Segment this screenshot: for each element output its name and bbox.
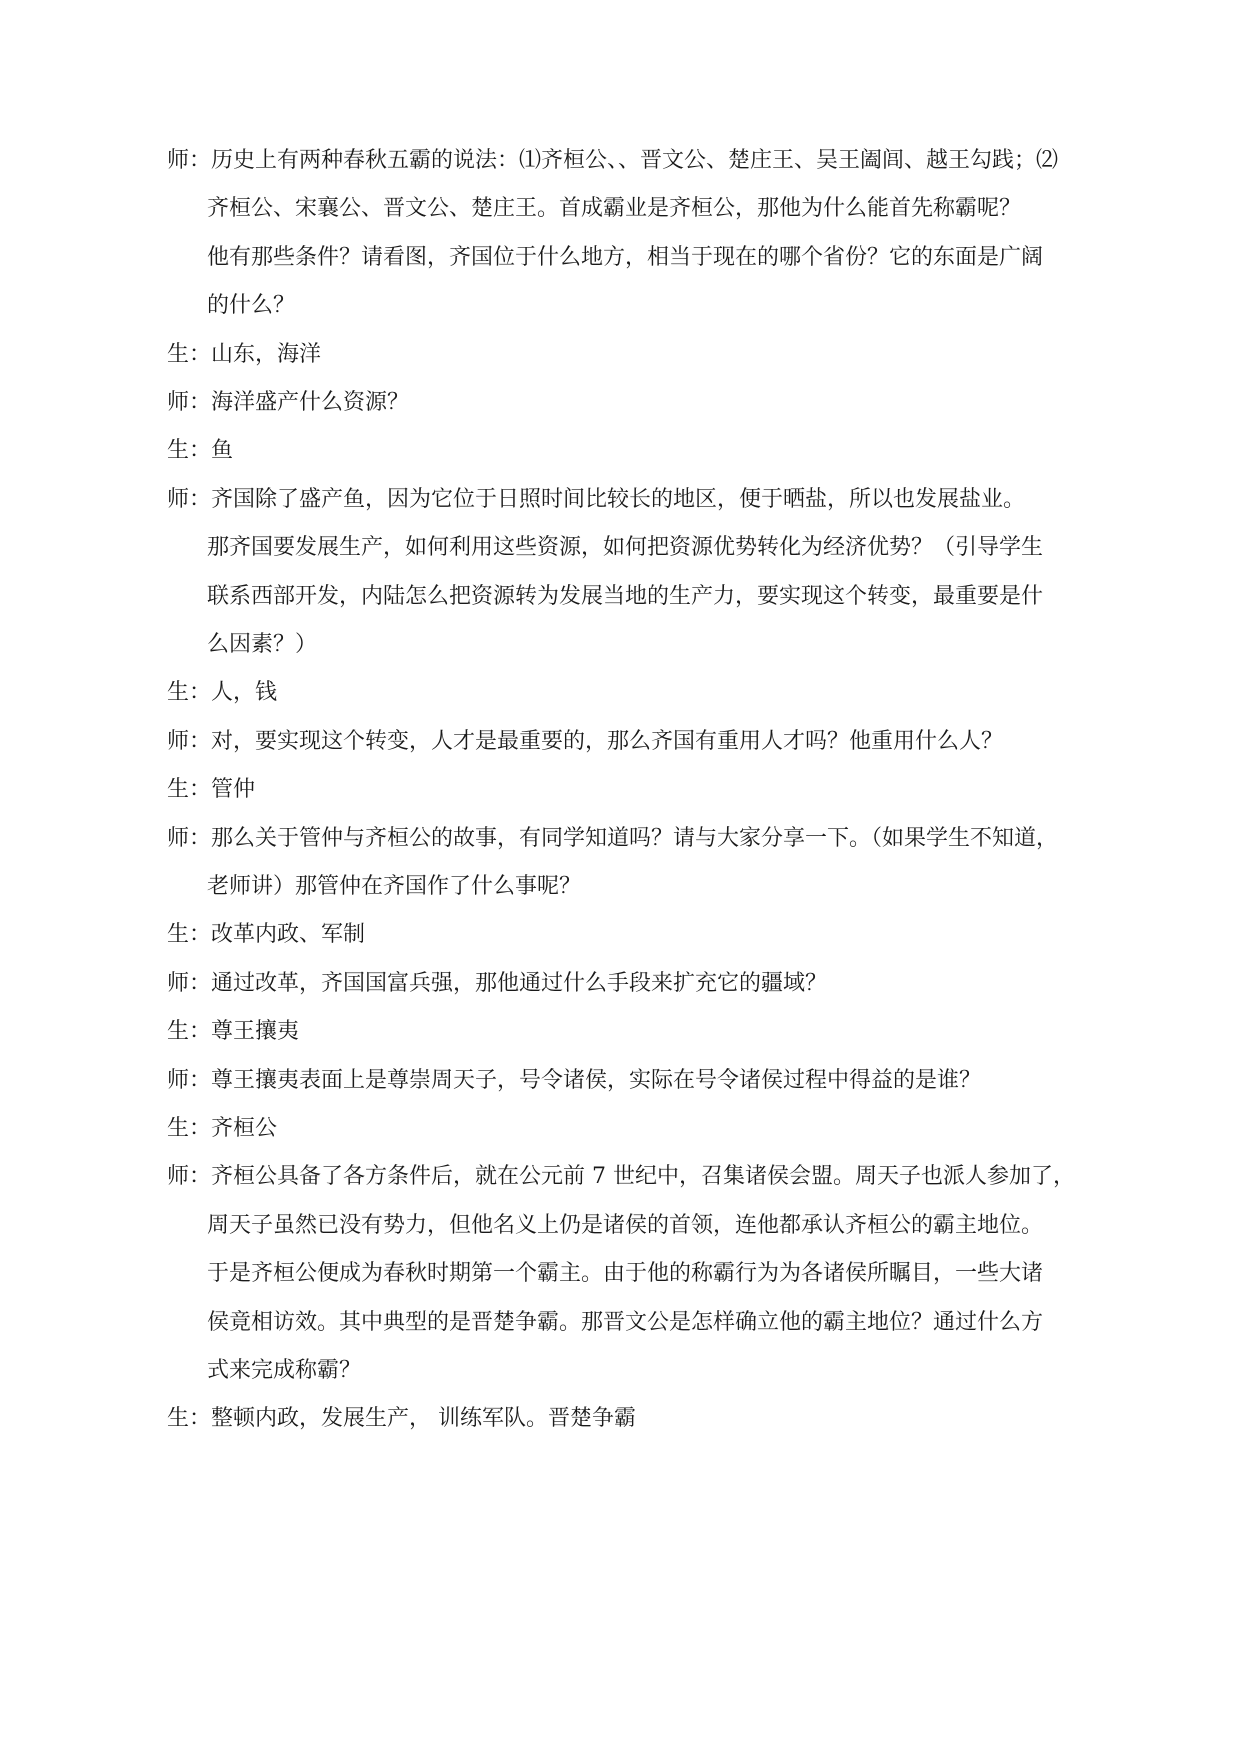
dialogue-continuation <box>207 1308 1043 1338</box>
dialogue-turn <box>167 1114 277 1144</box>
dialogue-text: 么因素？） <box>207 632 318 657</box>
dialogue-continuation <box>207 533 1043 563</box>
dialogue-continuation <box>207 1211 1043 1241</box>
dialogue-text: 整顿内政，发展生产， 训练军队。晋楚争霸 <box>211 1406 636 1432</box>
speaker-label: 生： <box>167 777 212 803</box>
speaker-label: 师： <box>167 1067 212 1093</box>
speaker-label: 师： <box>167 825 212 851</box>
dialogue-continuation <box>207 1356 361 1386</box>
dialogue-turn <box>167 775 255 805</box>
dialogue-turn <box>167 1066 981 1096</box>
dialogue-continuation <box>207 194 1021 224</box>
dialogue-turn <box>167 388 409 418</box>
dialogue-text: 尊王攘夷表面上是尊崇周天子，号令诸侯，实际在号令诸侯过程中得益的是谁？ <box>211 1067 982 1093</box>
dialogue-text: 齐桓公 <box>211 1116 278 1141</box>
dialogue-text: 海洋盛产什么资源？ <box>211 390 410 415</box>
dialogue-turn <box>167 678 277 708</box>
dialogue-text: 人，钱 <box>211 680 278 706</box>
dialogue-text: 通过改革，齐国国富兵强，那他通过什么手段来扩充它的疆域？ <box>211 970 828 996</box>
dialogue-text: 齐桓公、宋襄公、晋文公、楚庄王。首成霸业是齐桓公，那他为什么能首先称霸呢？ <box>207 196 1022 222</box>
dialogue-text: 老师讲）那管仲在齐国作了什么事呢？ <box>207 874 582 899</box>
dialogue-text: 于是齐桓公便成为春秋时期第一个霸主。由于他的称霸行为为各诸侯所瞩目，一些大诸 <box>207 1261 1044 1287</box>
dialogue-continuation <box>207 1259 1043 1289</box>
dialogue-text: 那么关于管仲与齐桓公的故事，有同学知道吗？请与大家分享一下。（如果学生不知道， <box>211 825 1059 851</box>
speaker-label: 生： <box>167 680 212 706</box>
dialogue-turn <box>167 920 365 950</box>
dialogue-text: 改革内政、军制 <box>211 922 366 948</box>
dialogue-turn <box>167 1162 1075 1192</box>
speaker-label: 生： <box>167 341 212 367</box>
dialogue-turn <box>167 727 1003 757</box>
speaker-label: 师： <box>167 728 212 754</box>
speaker-label: 生： <box>167 922 212 948</box>
dialogue-continuation <box>207 872 581 902</box>
dialogue-turn <box>167 146 1058 176</box>
speaker-label: 师： <box>167 486 212 512</box>
speaker-label: 师： <box>167 970 212 996</box>
dialogue-text: 的什么？ <box>207 293 296 319</box>
dialogue-turn <box>167 485 1025 515</box>
dialogue-turn <box>167 969 827 999</box>
dialogue-text: 山东，海洋 <box>211 341 322 367</box>
dialogue-continuation <box>207 291 295 321</box>
speaker-label: 生： <box>167 438 212 464</box>
speaker-label: 师： <box>167 1164 212 1190</box>
speaker-label: 生： <box>167 1406 212 1432</box>
dialogue-text: 侯竟相访效。其中典型的是晋楚争霸。那晋文公是怎样确立他的霸主地位？通过什么方 <box>207 1309 1044 1335</box>
dialogue-text: 对，要实现这个转变，人才是最重要的，那么齐国有重用人才吗？他重用什么人？ <box>211 728 1004 754</box>
dialogue-text: 齐国除了盛产鱼，因为它位于日照时间比较长的地区，便于晒盐，所以也发展盐业。 <box>211 486 1026 512</box>
dialogue-turn <box>167 436 233 466</box>
dialogue-turn <box>167 1017 299 1047</box>
dialogue-text: 鱼 <box>211 438 234 464</box>
dialogue-text: 历史上有两种春秋五霸的说法：⑴齐桓公、、晋文公、楚庄王、吴王阖闾、越王勾践；⑵ <box>211 148 1059 173</box>
dialogue-turn <box>167 1404 636 1434</box>
speaker-label: 生： <box>167 1116 212 1141</box>
dialogue-text: 联系西部开发，内陆怎么把资源转为发展当地的生产力，要实现这个转变，最重要是什 <box>207 583 1044 609</box>
dialogue-text: 管仲 <box>211 777 256 803</box>
speaker-label: 师： <box>167 148 212 173</box>
dialogue-text: 周天子虽然已没有势力，但他名义上仍是诸侯的首领，连他都承认齐桓公的霸主地位。 <box>207 1212 1044 1238</box>
dialogue-text: 他有那些条件？请看图，齐国位于什么地方，相当于现在的哪个省份？它的东面是广阔 <box>207 244 1044 270</box>
speaker-label: 生： <box>167 1019 212 1045</box>
dialogue-text: 式来完成称霸？ <box>207 1358 362 1383</box>
dialogue-text: 那齐国要发展生产，如何利用这些资源，如何把资源优势转化为经济优势？（引导学生 <box>207 535 1044 561</box>
dialogue-continuation <box>207 582 1043 612</box>
dialogue-continuation <box>207 630 317 660</box>
dialogue-text: 尊王攘夷 <box>211 1019 300 1045</box>
dialogue-turn <box>167 824 1058 854</box>
dialogue-text: 齐桓公具备了各方条件后，就在公元前 7 世纪中，召集诸侯会盟。周天子也派人参加了， <box>211 1164 1075 1190</box>
dialogue-continuation <box>207 243 1043 273</box>
speaker-label: 师： <box>167 390 212 415</box>
dialogue-turn <box>167 340 321 370</box>
